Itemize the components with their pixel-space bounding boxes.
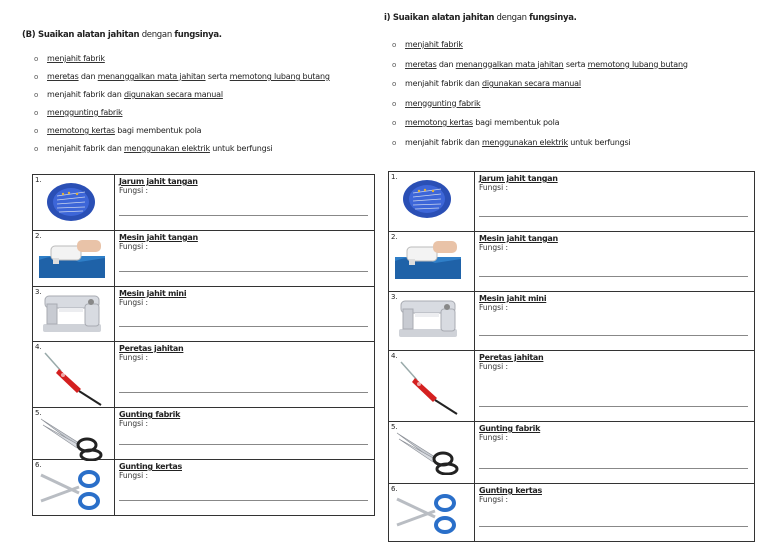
option-text: meretas bbox=[405, 59, 437, 69]
tool-name: Mesin jahit tangan bbox=[479, 234, 558, 243]
matching-table bbox=[388, 171, 755, 542]
title-mid: dengan bbox=[494, 13, 530, 23]
option-text: untuk berfungsi bbox=[209, 144, 273, 153]
worksheet-left bbox=[22, 30, 382, 480]
tool-image-cell bbox=[389, 422, 475, 484]
fungsi-label: Fungsi : bbox=[479, 183, 509, 192]
fungsi-label: Fungsi : bbox=[119, 186, 149, 195]
option-text: serta bbox=[563, 59, 588, 69]
bullet-icon: o bbox=[34, 145, 39, 153]
bullet-icon: o bbox=[34, 127, 39, 135]
bullet-icon: o bbox=[392, 119, 397, 127]
matching-table bbox=[32, 174, 375, 516]
answer-line[interactable] bbox=[479, 468, 748, 469]
option-text: digunakan secara manual bbox=[123, 90, 223, 99]
row-number: 2. bbox=[35, 232, 42, 240]
row-number: 6. bbox=[35, 461, 42, 469]
tool-answer-cell bbox=[115, 408, 375, 460]
tool-answer-cell bbox=[115, 460, 375, 516]
fungsi-label: Fungsi : bbox=[119, 471, 149, 480]
answer-line[interactable] bbox=[479, 406, 748, 407]
row-number: 5. bbox=[391, 423, 398, 431]
option-text: menggunakan elektrik bbox=[123, 144, 210, 153]
answer-line[interactable] bbox=[479, 216, 748, 217]
tool-answer-cell bbox=[115, 175, 375, 231]
tool-image-cell bbox=[33, 287, 115, 342]
option-text: dan bbox=[78, 72, 98, 81]
table-row bbox=[389, 292, 755, 351]
table-row bbox=[389, 172, 755, 232]
fungsi-label: Fungsi : bbox=[479, 433, 509, 442]
row-number: 6. bbox=[391, 485, 398, 493]
tool-name: Peretas jahitan bbox=[479, 353, 544, 362]
tool-answer-cell bbox=[115, 342, 375, 408]
tool-answer-cell bbox=[475, 292, 755, 351]
tool-image-cell bbox=[33, 460, 115, 516]
fungsi-label: Fungsi : bbox=[119, 242, 149, 251]
row-number: 4. bbox=[35, 343, 42, 351]
bullet-icon: o bbox=[392, 41, 397, 49]
bullet-icon: o bbox=[392, 138, 397, 147]
option-item bbox=[34, 89, 382, 107]
tool-answer-cell bbox=[475, 232, 755, 292]
tool-image-cell bbox=[389, 232, 475, 292]
table-row bbox=[33, 175, 375, 231]
row-number: 3. bbox=[35, 288, 42, 296]
title-prefix: i) Suaikan alatan jahitan bbox=[384, 13, 495, 23]
bullet-icon: o bbox=[392, 99, 397, 108]
option-text: dan bbox=[436, 59, 456, 69]
tool-image-cell bbox=[33, 231, 115, 287]
bullet-icon: o bbox=[392, 60, 397, 69]
option-text: menggunting fabrik bbox=[47, 108, 123, 117]
options-list bbox=[392, 39, 762, 156]
answer-line[interactable] bbox=[119, 271, 368, 272]
option-text: menjahit fabrik dan bbox=[47, 90, 124, 99]
option-item bbox=[392, 78, 762, 98]
title-prefix: (B) Suaikan alatan jahitan bbox=[22, 30, 140, 40]
option-text: menggunakan elektrik bbox=[481, 137, 568, 147]
tool-name: Gunting fabrik bbox=[479, 424, 541, 433]
tool-image-cell bbox=[389, 292, 475, 351]
option-item bbox=[34, 125, 382, 143]
row-number: 1. bbox=[35, 176, 42, 184]
tool-answer-cell bbox=[475, 422, 755, 484]
tool-image-cell bbox=[33, 408, 115, 460]
option-text: menggunting fabrik bbox=[405, 98, 481, 108]
option-item bbox=[34, 107, 382, 125]
option-text: memotong kertas bbox=[47, 126, 115, 135]
title-end: fungsinya. bbox=[529, 13, 577, 23]
tool-answer-cell bbox=[115, 287, 375, 342]
option-text: bagi membentuk pola bbox=[114, 126, 202, 135]
fungsi-label: Fungsi : bbox=[119, 298, 149, 307]
title-mid: dengan bbox=[139, 30, 175, 40]
tool-name: Jarum jahit tangan bbox=[119, 177, 198, 186]
table-row bbox=[389, 422, 755, 484]
row-number: 3. bbox=[391, 293, 398, 301]
table-row bbox=[389, 484, 755, 542]
tool-name: Mesin jahit mini bbox=[479, 294, 547, 303]
fungsi-label: Fungsi : bbox=[479, 243, 509, 252]
options-list bbox=[34, 53, 382, 161]
worksheet-title bbox=[384, 13, 762, 23]
bullet-icon: o bbox=[34, 73, 39, 81]
tool-name: Gunting kertas bbox=[479, 486, 542, 495]
tool-image-cell bbox=[389, 351, 475, 422]
tool-answer-cell bbox=[115, 231, 375, 287]
table-row bbox=[389, 232, 755, 292]
row-number: 1. bbox=[391, 173, 398, 181]
fungsi-label: Fungsi : bbox=[479, 303, 509, 312]
tool-name: Gunting fabrik bbox=[119, 410, 181, 419]
option-text: menjahit fabrik bbox=[405, 40, 463, 49]
table-row bbox=[33, 342, 375, 408]
title-end: fungsinya. bbox=[174, 30, 222, 40]
option-text: bagi membentuk pola bbox=[472, 118, 560, 127]
option-text: memotong lubang butang bbox=[587, 59, 688, 69]
option-text: menjahit fabrik dan bbox=[405, 79, 482, 88]
bullet-icon: o bbox=[34, 55, 39, 63]
tool-name: Mesin jahit tangan bbox=[119, 233, 198, 242]
answer-line[interactable] bbox=[119, 500, 368, 501]
answer-line[interactable] bbox=[119, 326, 368, 327]
table-row bbox=[33, 231, 375, 287]
tool-image-cell bbox=[33, 342, 115, 408]
option-item bbox=[392, 98, 762, 118]
worksheet-title bbox=[22, 30, 382, 40]
worksheet-right bbox=[382, 13, 762, 504]
answer-line[interactable] bbox=[119, 444, 368, 445]
option-item bbox=[34, 53, 382, 71]
answer-line[interactable] bbox=[119, 215, 368, 216]
tool-image-cell bbox=[389, 172, 475, 232]
option-text: menjahit fabrik dan bbox=[405, 137, 482, 147]
option-text: serta bbox=[205, 72, 230, 81]
tool-image-cell bbox=[33, 175, 115, 231]
option-item bbox=[392, 117, 762, 137]
table-row bbox=[33, 408, 375, 460]
tool-name: Jarum jahit tangan bbox=[479, 174, 558, 183]
answer-line[interactable] bbox=[119, 392, 368, 393]
answer-line[interactable] bbox=[479, 335, 748, 336]
table-row bbox=[389, 351, 755, 422]
option-text: menjahit fabrik dan bbox=[47, 144, 124, 153]
bullet-icon: o bbox=[34, 91, 39, 99]
tool-answer-cell bbox=[475, 484, 755, 542]
fungsi-label: Fungsi : bbox=[479, 495, 509, 504]
option-item bbox=[34, 71, 382, 89]
answer-line[interactable] bbox=[479, 526, 748, 527]
option-text: memotong kertas bbox=[405, 118, 473, 127]
row-number: 4. bbox=[391, 352, 398, 360]
fungsi-label: Fungsi : bbox=[479, 362, 509, 371]
tool-image-cell bbox=[389, 484, 475, 542]
option-item bbox=[34, 143, 382, 161]
option-text: menjahit fabrik bbox=[47, 54, 105, 63]
option-text: menanggalkan mata jahitan bbox=[97, 72, 206, 81]
option-text: memotong lubang butang bbox=[229, 72, 330, 81]
table-row bbox=[33, 287, 375, 342]
option-item bbox=[392, 137, 762, 157]
option-text: meretas bbox=[47, 72, 79, 81]
option-text: digunakan secara manual bbox=[481, 79, 581, 88]
table-row bbox=[33, 460, 375, 516]
tool-name: Mesin jahit mini bbox=[119, 289, 187, 298]
row-number: 2. bbox=[391, 233, 398, 241]
option-text: menanggalkan mata jahitan bbox=[455, 59, 564, 69]
tool-name: Gunting kertas bbox=[119, 462, 182, 471]
option-item bbox=[392, 39, 762, 59]
answer-line[interactable] bbox=[479, 276, 748, 277]
fungsi-label: Fungsi : bbox=[119, 419, 149, 428]
bullet-icon: o bbox=[392, 80, 397, 88]
tool-answer-cell bbox=[475, 351, 755, 422]
tool-name: Peretas jahitan bbox=[119, 344, 184, 353]
option-item bbox=[392, 59, 762, 79]
tool-answer-cell bbox=[475, 172, 755, 232]
bullet-icon: o bbox=[34, 109, 39, 117]
fungsi-label: Fungsi : bbox=[119, 353, 149, 362]
row-number: 5. bbox=[35, 409, 42, 417]
option-text: untuk berfungsi bbox=[567, 137, 631, 147]
